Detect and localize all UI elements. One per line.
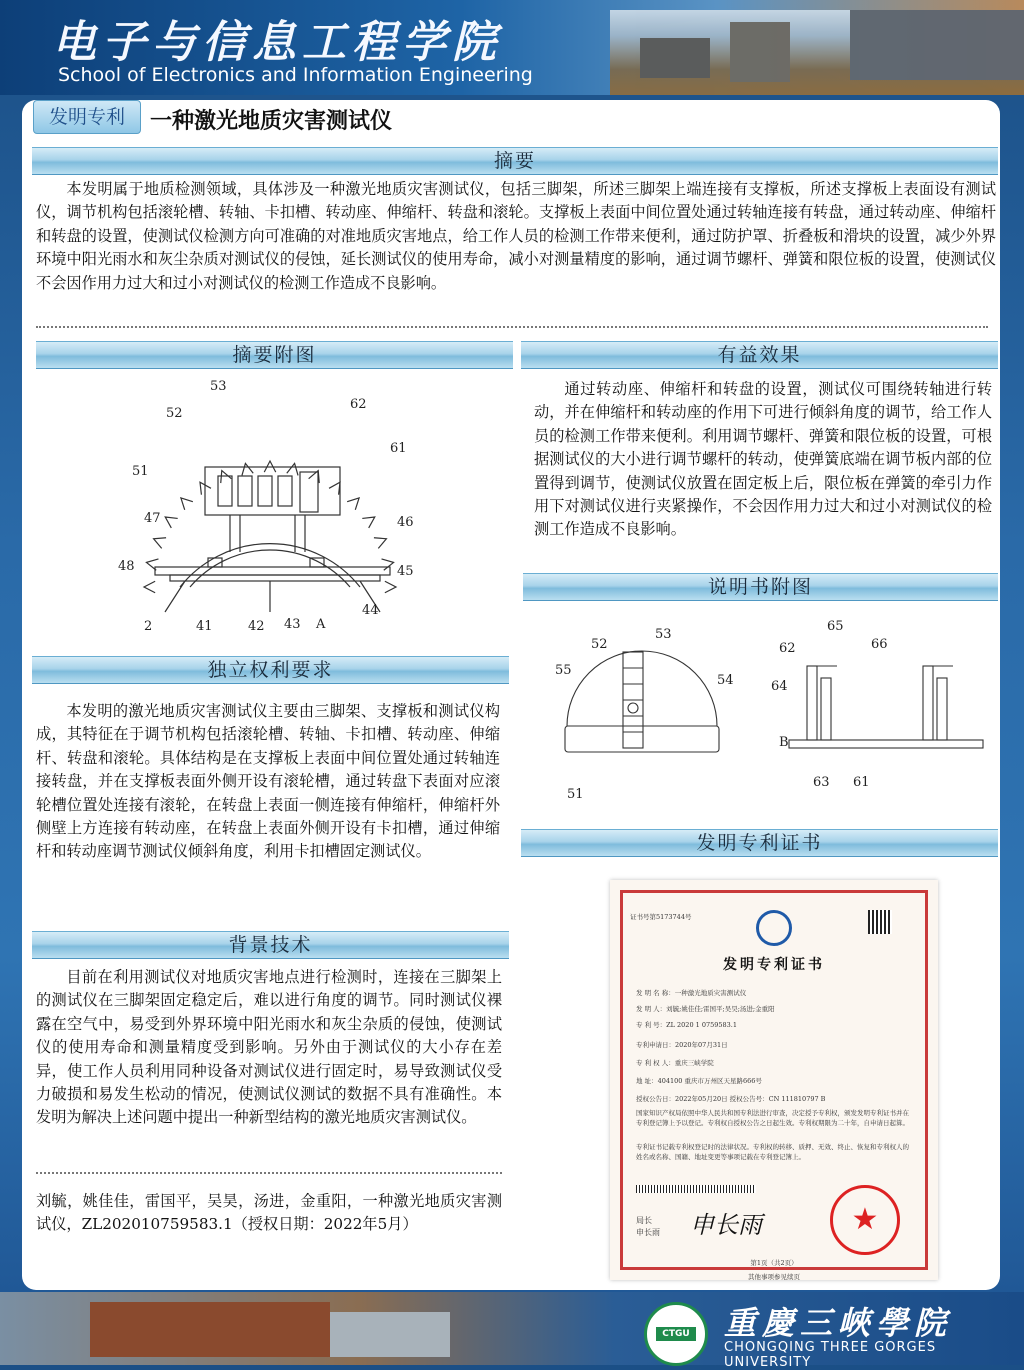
university-logo [644, 1302, 708, 1366]
cert-title: 发明专利证书 [723, 957, 825, 973]
fig2-label-62: 62 [779, 641, 796, 656]
patent-type-tag: 发明专利 [33, 100, 141, 134]
fig1-label-47: 47 [144, 511, 161, 526]
certificate-heading: 发明专利证书 [521, 829, 998, 857]
patent-certificate-image [610, 880, 938, 1280]
cert-number: 证书号第5173744号 [630, 913, 692, 921]
claims-heading: 独立权利要求 [32, 656, 509, 684]
abstract-figure-heading: 摘要附图 [36, 341, 513, 369]
gear-tooth [374, 538, 386, 549]
abstract-heading: 摘要 [32, 147, 998, 175]
fig2-label-61: 61 [853, 775, 870, 790]
fig1-label-41: 41 [196, 619, 213, 634]
cert-body-1: 国家知识产权局依照中华人民共和国专利法进行审查，决定授予专利权，颁发发明专利证书并在专利登记簿上予以登记。专利权自授权公告之日起生效。专利权期限为二十年，自申请日起算。 [636, 1109, 909, 1127]
gear-tooth [329, 482, 340, 494]
fig1-label-45: 45 [397, 564, 414, 579]
fig1-label-52: 52 [166, 406, 183, 421]
fig1-label-48: 48 [118, 559, 135, 574]
cert-note: 其他事项参见续页 [748, 1273, 800, 1281]
cert-field-line: 地 址：404100 重庆市万州区天星路666号 [636, 1077, 762, 1085]
gear-tooth [221, 471, 232, 483]
cert-field-line: 专 利 权 人：重庆三峡学院 [636, 1059, 714, 1067]
signature: 申长雨 [690, 1211, 762, 1239]
fig1-label-42: 42 [248, 619, 265, 634]
spec-figure [545, 618, 985, 808]
gear-tooth [242, 463, 253, 475]
fig2-label-65: 65 [827, 619, 844, 634]
gear-tooth [287, 463, 298, 475]
cert-field-line: 发 明 人：刘毓;姚佳佳;雷国平;吴昊;汤进;金重阳 [636, 1005, 775, 1013]
cert-body-2: 专利证书记载专利权登记时的法律状况。专利权的转移、质押、无效、终止、恢复和专利权人的姓名或名称、国籍、地址变更等事项记载在专利登记簿上。 [636, 1143, 909, 1161]
benefits-text: 通过转动座、伸缩杆和转盘的设置，测试仪可围绕转轴进行转动，并在伸缩杆和转动座的作用下可进行倾斜角度的调节，给工作人员的检测工作带来便利。利用调节螺杆、弹簧和限位板的设置，可根据测试仪的大小进行调节螺杆的转动，使弹簧底端在调节板内部的位置得到调节，使测试仪放置在固定板上后，限位板在弹簧的牵引力作用下对测试仪进行夹紧操作，不会因作用力过大和过小对测试仪的检测工作造成不良影响。 [534, 380, 992, 539]
patent-title: 一种激光地质灾害测试仪 [150, 108, 393, 134]
cert-field-line: 发 明 名 称：一种激光地质灾害测试仪 [636, 989, 747, 997]
gear-tooth [385, 581, 396, 592]
barcode [636, 1185, 756, 1193]
gear-tooth [347, 498, 359, 510]
fig1-label-62: 62 [350, 397, 367, 412]
school-title-cn: 电子与信息工程学院 [52, 17, 502, 68]
cert-page: 第1页（共2页） [750, 1259, 798, 1267]
cert-field-line: 专利申请日：2020年07月31日 [636, 1041, 728, 1049]
school-title-en: School of Electronics and Information Engineering [58, 64, 533, 86]
cert-sign-label-2: 申长雨 [636, 1228, 660, 1237]
spec-figure-heading: 说明书附图 [523, 573, 998, 601]
benefits-heading: 有益效果 [521, 341, 998, 369]
gear-tooth [146, 559, 158, 570]
university-name-en: CHONGQING THREE GORGES UNIVERSITY [724, 1340, 937, 1370]
abstract-figure [110, 372, 450, 638]
cert-sign-label-1: 局长 [636, 1216, 652, 1225]
fig2-label-52: 52 [591, 637, 608, 652]
divider [36, 326, 988, 328]
fig2-label-64: 64 [771, 679, 788, 694]
claims-text: 本发明的激光地质灾害测试仪主要由三脚架、支撑板和测试仪构成，其特征在于调节机构包括滚轮槽、转轴、卡扣槽、转动座、伸缩杆、转盘和滚轮。具体结构是在支撑板上表面中间位置处通过转轴连接转盘，并在支撑板表面外侧开设有滚轮槽，通过转盘下表面对应滚轮槽位置处连接有滚轮，在转盘上表面一侧连接有伸缩杆，伸缩杆外侧壁上方连接有转动座，在转盘上表面外侧开设有卡扣槽，通过伸缩杆和转动座调节测试仪倾斜角度，利用卡扣槽固定测试仪。 [36, 702, 500, 861]
gear-tooth [144, 581, 155, 592]
fig2-label-54: 54 [717, 673, 734, 688]
fig2-label-63: 63 [813, 775, 830, 790]
gear-tooth [382, 559, 394, 570]
divider [36, 1172, 502, 1174]
fig2-label-53: 53 [655, 627, 672, 642]
gear-tooth [154, 538, 166, 549]
fig1-label-43: 43 [284, 617, 301, 632]
fig1-label-44: 44 [362, 603, 379, 618]
fig1-label-51: 51 [132, 464, 149, 479]
gear-tooth [165, 517, 177, 528]
fig1-label-2: 2 [144, 619, 153, 634]
fig1-label-46: 46 [397, 515, 414, 530]
background-text: 目前在利用测试仪对地质灾害地点进行检测时，连接在三脚架上的测试仪在三脚架固定稳定后，难以进行角度的调节。同时测试仪裸露在空气中，易受到外界环境中阳光雨水和灰尘杂质的侵蚀，使测试仪的使用寿命和测量精度受到影响。另外由于测试仪的大小存在差异，使工作人员利用同种设备对测试仪进行固定时，易导致测试仪受力破损和易发生松动的情况，使测试仪测试的数据不具有准确性。本发明为解决上述问题中提出一种新型结构的激光地质灾害测试仪。 [36, 968, 502, 1127]
qr-code [868, 910, 892, 934]
cert-field-line: 专 利 号：ZL 2020 1 0759583.1 [636, 1021, 737, 1029]
fig1-label-61: 61 [390, 441, 407, 456]
fig2-label-B: B [779, 735, 789, 750]
gear-tooth [181, 498, 193, 510]
citation: 刘毓，姚佳佳，雷国平，吴昊，汤进，金重阳，一种激光地质灾害测试仪，ZL202010759583.1（授权日期：2022年5月） [36, 1192, 502, 1234]
official-seal: ★ [830, 1185, 900, 1255]
fig1-label-53: 53 [210, 379, 227, 394]
cert-field-line: 授权公告日：2022年05月20日 授权公告号：CN 111810797 B [636, 1095, 826, 1103]
fig2-label-51: 51 [567, 787, 584, 802]
fig1-label-A: A [316, 617, 326, 632]
fig2-label-66: 66 [871, 637, 888, 652]
cnipa-logo [756, 910, 792, 946]
header-building-photo [610, 10, 1024, 95]
fig2-label-55: 55 [555, 663, 572, 678]
university-name-cn: 重慶三峽學院 [724, 1304, 953, 1342]
gear-tooth [362, 517, 374, 528]
background-heading: 背景技术 [32, 931, 509, 959]
abstract-text: 本发明属于地质检测领域，具体涉及一种激光地质灾害测试仪，包括三脚架，所述三脚架上端连接有支撑板，所述支撑板上表面设有测试仪，调节机构包括滚轮槽、转轴、卡扣槽、转动座、伸缩杆、转盘和滚轮。支撑板上表面中间位置处通过转轴连接有转盘，通过转动座、伸缩杆和转盘的设置，使测试仪检测方向可准确的对准地质灾害地点，给工作人员的检测工作带来便利，通过防护罩、折叠板和滑块的设置，减少外界环境中阳光雨水和灰尘杂质对测试仪的侵蚀，延长测试仪的使用寿命，减小对测量精度的影响，通过调节螺杆、弹簧和限位板的设置，使测试仪不会因作用力过大和过小对测试仪的检测工作造成不良影响。 [36, 180, 996, 292]
logo-text: CTGU [656, 1327, 696, 1341]
